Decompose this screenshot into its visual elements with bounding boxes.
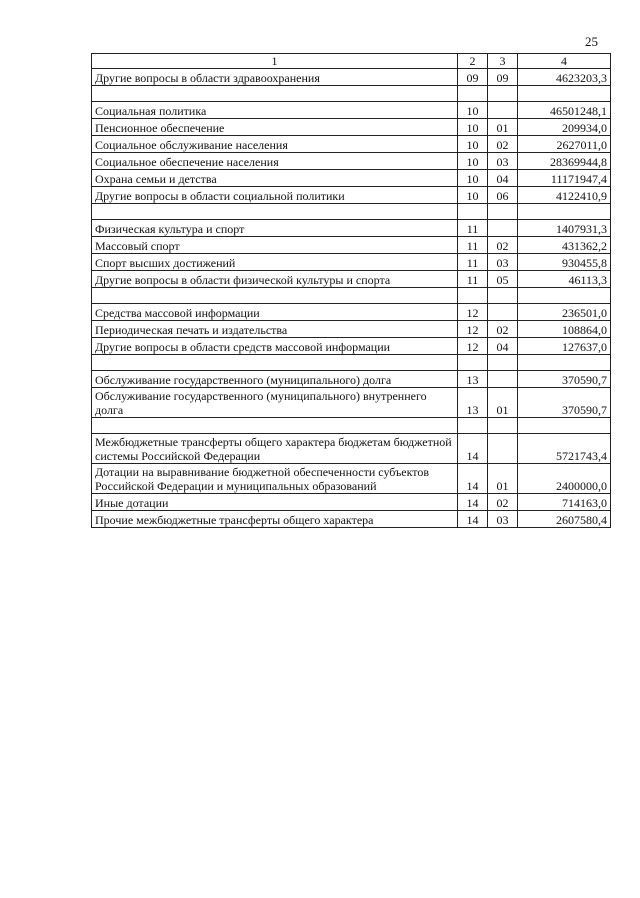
cell-val: 46113,3 [518, 271, 611, 288]
cell-sec: 10 [458, 187, 488, 204]
table-row [92, 187, 611, 204]
spacer-cell [488, 288, 518, 304]
table-row [92, 136, 611, 153]
spacer-cell [518, 418, 611, 434]
spacer-cell [458, 418, 488, 434]
cell-name: Физическая культура и спорт [92, 220, 458, 237]
table-header-row [92, 54, 611, 69]
spacer-row [92, 204, 611, 220]
cell-val: 4623203,3 [518, 69, 611, 86]
cell-name: Социальное обслуживание населения [92, 136, 458, 153]
cell-sub: 01 [488, 388, 518, 418]
cell-name: Охрана семьи и детства [92, 170, 458, 187]
cell-sub: 02 [488, 321, 518, 338]
cell-val: 28369944,8 [518, 153, 611, 170]
cell-name: Обслуживание государственного (муниципального) долга [92, 371, 458, 388]
spacer-cell [518, 204, 611, 220]
cell-sub: 03 [488, 254, 518, 271]
cell-name: Иные дотации [92, 494, 458, 511]
cell-sub: 02 [488, 136, 518, 153]
spacer-row [92, 86, 611, 102]
header-col-4: 4 [518, 54, 611, 69]
spacer-cell [518, 288, 611, 304]
spacer-row [92, 288, 611, 304]
table-row [92, 321, 611, 338]
cell-val: 46501248,1 [518, 102, 611, 119]
cell-sub: 03 [488, 511, 518, 528]
cell-name: Другие вопросы в области средств массовой информации [92, 338, 458, 355]
cell-sec: 10 [458, 119, 488, 136]
cell-sec: 10 [458, 153, 488, 170]
spacer-row [92, 355, 611, 371]
spacer-cell [458, 355, 488, 371]
budget-table-body [92, 54, 611, 528]
cell-val: 370590,7 [518, 371, 611, 388]
spacer-cell [488, 204, 518, 220]
cell-sub [488, 102, 518, 119]
cell-sec: 14 [458, 434, 488, 464]
cell-val: 11171947,4 [518, 170, 611, 187]
table-row [92, 69, 611, 86]
table-row [92, 119, 611, 136]
spacer-cell [488, 418, 518, 434]
cell-sub: 04 [488, 338, 518, 355]
header-col-3: 3 [488, 54, 518, 69]
cell-sec: 10 [458, 136, 488, 153]
cell-name: Спорт высших достижений [92, 254, 458, 271]
spacer-cell [518, 86, 611, 102]
cell-name: Обслуживание государственного (муниципального) внутреннего долга [92, 388, 458, 418]
spacer-cell [488, 355, 518, 371]
cell-val: 370590,7 [518, 388, 611, 418]
table-row [92, 494, 611, 511]
cell-sub: 02 [488, 237, 518, 254]
cell-name: Социальная политика [92, 102, 458, 119]
cell-sec: 12 [458, 304, 488, 321]
cell-sub: 06 [488, 187, 518, 204]
cell-val: 4122410,9 [518, 187, 611, 204]
cell-val: 2607580,4 [518, 511, 611, 528]
cell-sub: 05 [488, 271, 518, 288]
cell-sub: 03 [488, 153, 518, 170]
page-number: 25 [585, 34, 598, 49]
table-row [92, 464, 611, 494]
spacer-cell [92, 355, 458, 371]
table-row [92, 388, 611, 418]
cell-sec: 12 [458, 338, 488, 355]
cell-name: Средства массовой информации [92, 304, 458, 321]
cell-sec: 13 [458, 388, 488, 418]
cell-sec: 10 [458, 170, 488, 187]
cell-val: 5721743,4 [518, 434, 611, 464]
table-row [92, 371, 611, 388]
budget-table [91, 53, 611, 528]
table-row [92, 220, 611, 237]
cell-sec: 14 [458, 494, 488, 511]
cell-val: 236501,0 [518, 304, 611, 321]
spacer-cell [92, 86, 458, 102]
spacer-cell [92, 288, 458, 304]
cell-sub [488, 371, 518, 388]
cell-name: Другие вопросы в области здравоохранения [92, 69, 458, 86]
cell-sec: 13 [458, 371, 488, 388]
cell-sec: 12 [458, 321, 488, 338]
table-row [92, 511, 611, 528]
cell-val: 2627011,0 [518, 136, 611, 153]
spacer-row [92, 418, 611, 434]
cell-sub: 02 [488, 494, 518, 511]
cell-val: 2400000,0 [518, 464, 611, 494]
cell-name: Другие вопросы в области социальной политики [92, 187, 458, 204]
cell-sec: 11 [458, 237, 488, 254]
cell-val: 930455,8 [518, 254, 611, 271]
cell-sub: 09 [488, 69, 518, 86]
spacer-cell [518, 355, 611, 371]
cell-val: 127637,0 [518, 338, 611, 355]
cell-sec: 14 [458, 511, 488, 528]
header-col-2: 2 [458, 54, 488, 69]
cell-sec: 11 [458, 254, 488, 271]
cell-name: Дотации на выравнивание бюджетной обеспеченности субъектов Российской Федерации и муниципальных образований [92, 464, 458, 494]
cell-name: Социальное обеспечение населения [92, 153, 458, 170]
spacer-cell [458, 86, 488, 102]
cell-name: Прочие межбюджетные трансферты общего характера [92, 511, 458, 528]
cell-name: Периодическая печать и издательства [92, 321, 458, 338]
cell-sub [488, 304, 518, 321]
cell-sec: 11 [458, 220, 488, 237]
cell-name: Другие вопросы в области физической культуры и спорта [92, 271, 458, 288]
spacer-cell [458, 204, 488, 220]
cell-val: 714163,0 [518, 494, 611, 511]
cell-val: 209934,0 [518, 119, 611, 136]
cell-name: Массовый спорт [92, 237, 458, 254]
table-row [92, 237, 611, 254]
spacer-cell [458, 288, 488, 304]
cell-sec: 10 [458, 102, 488, 119]
table-row [92, 304, 611, 321]
table-row [92, 434, 611, 464]
header-col-1: 1 [92, 54, 458, 69]
cell-sub [488, 220, 518, 237]
cell-sub: 04 [488, 170, 518, 187]
table-row [92, 102, 611, 119]
spacer-cell [92, 204, 458, 220]
spacer-cell [92, 418, 458, 434]
table-row [92, 254, 611, 271]
cell-sec: 09 [458, 69, 488, 86]
cell-val: 1407931,3 [518, 220, 611, 237]
table-row [92, 170, 611, 187]
cell-val: 108864,0 [518, 321, 611, 338]
cell-sec: 14 [458, 464, 488, 494]
spacer-cell [488, 86, 518, 102]
cell-name: Пенсионное обеспечение [92, 119, 458, 136]
table-row [92, 338, 611, 355]
cell-val: 431362,2 [518, 237, 611, 254]
cell-sec: 11 [458, 271, 488, 288]
cell-sub [488, 434, 518, 464]
table-row [92, 153, 611, 170]
cell-name: Межбюджетные трансферты общего характера бюджетам бюджетной системы Российской Федерации [92, 434, 458, 464]
cell-sub: 01 [488, 464, 518, 494]
cell-sub: 01 [488, 119, 518, 136]
table-row [92, 271, 611, 288]
